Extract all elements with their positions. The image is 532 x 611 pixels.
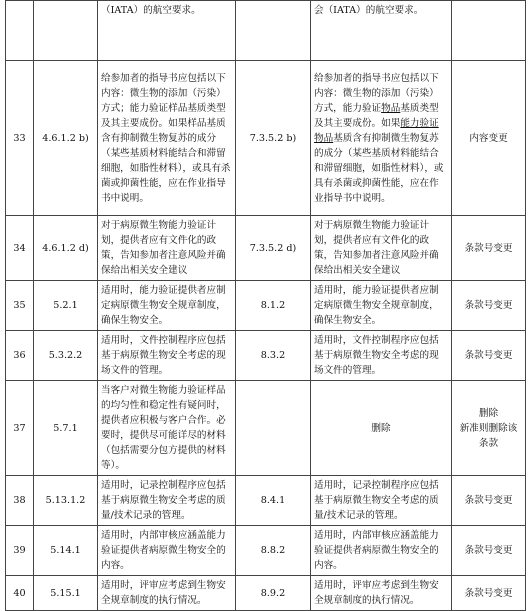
row-number-cell: 40: [6, 576, 34, 611]
table-row: [6, 281, 526, 331]
new-clause-cell: 8.1.2: [236, 281, 311, 331]
row-number-cell: 39: [6, 526, 34, 576]
new-clause-cell: 7.3.5.2 b): [236, 61, 311, 216]
new-clause-cell: 8.9.2: [236, 576, 311, 611]
change-cell: 条款号变更: [452, 476, 526, 526]
clause-comparison-table: [5, 0, 526, 611]
new-text-cell: [311, 61, 452, 216]
change-cell: 条款号变更: [452, 576, 526, 611]
new-text-cell: 会（IATA）的航空要求。: [311, 1, 452, 61]
old-clause-cell: [34, 1, 98, 61]
change-cell: 条款号变更: [452, 281, 526, 331]
row-number-cell: 38: [6, 476, 34, 526]
old-clause-cell: 5.14.1: [34, 526, 98, 576]
new-text-segment: 基质类型及其主要成份。如果: [314, 102, 439, 129]
change-cell: 条款号变更: [452, 216, 526, 281]
new-text-underlined: 物品: [381, 102, 401, 114]
new-text-cell: 删除: [311, 381, 452, 476]
new-clause-cell: 8.8.2: [236, 526, 311, 576]
new-clause-cell: 8.4.1: [236, 476, 311, 526]
new-clause-cell: [236, 1, 311, 61]
row-number-cell: 34: [6, 216, 34, 281]
change-cell: [452, 1, 526, 61]
new-clause-cell: 8.3.2: [236, 331, 311, 381]
row-number-cell: 35: [6, 281, 34, 331]
change-cell: 内容变更: [452, 61, 526, 216]
change-note: 新准则删除该条款: [459, 422, 518, 449]
old-clause-cell: 5.13.1.2: [34, 476, 98, 526]
new-clause-cell: [236, 381, 311, 476]
old-text-cell: （IATA）的航空要求。: [98, 1, 236, 61]
old-text-cell: 当客户对微生物能力验证样品的均匀性和稳定性有疑问时，提供者应积极与客户合作。必要时，提供尽可能详尽的材料（包括需要分包方提供的材料等）。: [98, 381, 236, 476]
old-text-cell: 对于病原微生物能力验证计划，提供者应有文件化的政策，告知参加者注意风险并确保给出相关安全建议: [98, 216, 236, 281]
old-clause-cell: 5.3.2.2: [34, 331, 98, 381]
new-text-cell: 适用时，能力验证提供者应制定病原微生物安全规章制度，确保生物安全。: [311, 281, 452, 331]
change-label: 删除: [478, 407, 499, 419]
new-text-underlined: 能力验证物品: [314, 117, 439, 144]
change-cell: 条款号变更: [452, 331, 526, 381]
table-row: [6, 476, 526, 526]
new-text-cell: 适用时，评审应考虑到生物安全规章制度的执行情况。: [311, 576, 452, 611]
new-text-segment: 给参加者的指导书应包括以下内容：微生物的添加（污染）方式，能力验证: [314, 72, 439, 114]
table-row: [6, 576, 526, 611]
change-cell: 条款号变更: [452, 526, 526, 576]
table-row: [6, 61, 526, 216]
new-text-cell: 适用时，记录控制程序应包括基于病原微生物安全考虑的质量/技术记录的管理。: [311, 476, 452, 526]
old-clause-cell: 5.15.1: [34, 576, 98, 611]
old-text-cell: 适用时，内部审核应涵盖能力验证提供者病原微生物安全的内容。: [98, 526, 236, 576]
table-row: [6, 216, 526, 281]
table-row: [6, 526, 526, 576]
old-clause-cell: 4.6.1.2 b): [34, 61, 98, 216]
row-number-cell: 33: [6, 61, 34, 216]
old-clause-cell: 5.2.1: [34, 281, 98, 331]
new-text-cell: 适用时，文件控制程序应包括基于病原微生物安全考虑的现场文件的管理。: [311, 331, 452, 381]
old-text-cell: 给参加者的指导书应包括以下内容：微生物的添加（污染）方式；能力验证样品基质类型及其主要成份。如果样品基质含有抑制微生物复苏的成分（某些基质材料能结合和滞留细胞，如脂性材料），或具有杀菌或抑菌性能，应在作业指导书中说明。: [98, 61, 236, 216]
row-number-cell: 37: [6, 381, 34, 476]
old-text-cell: 适用时，文件控制程序应包括基于病原微生物安全考虑的现场文件的管理。: [98, 331, 236, 381]
old-text-cell: 适用时，记录控制程序应包括基于病原微生物安全考虑的质量/技术记录的管理。: [98, 476, 236, 526]
table-row: [6, 381, 526, 476]
old-clause-cell: 5.7.1: [34, 381, 98, 476]
row-number-cell: 36: [6, 331, 34, 381]
old-text-cell: 适用时，能力验证提供者应制定病原微生物安全规章制度，确保生物安全。: [98, 281, 236, 331]
new-text-cell: 适用时，内部审核应涵盖能力验证提供者病原微生物安全的内容。: [311, 526, 452, 576]
old-text-cell: 适用时，评审应考虑到生物安全规章制度的执行情况。: [98, 576, 236, 611]
table-row: [6, 1, 526, 61]
old-clause-cell: 4.6.1.2 d): [34, 216, 98, 281]
table-row: [6, 331, 526, 381]
row-number-cell: [6, 1, 34, 61]
change-cell: [452, 381, 526, 476]
new-text-cell: 对于病原微生物能力验证计划，提供者应有文件化的政策，告知参加者注意风险并确保给出相关安全建议: [311, 216, 452, 281]
new-text-segment: 基质含有抑制微生物复苏的成分（某些基质材料能结合和滞留细胞，如脂性材料），或具有杀菌或抑菌性能，应在作业指导书中说明。: [314, 132, 444, 204]
new-clause-cell: 7.3.5.2 d): [236, 216, 311, 281]
